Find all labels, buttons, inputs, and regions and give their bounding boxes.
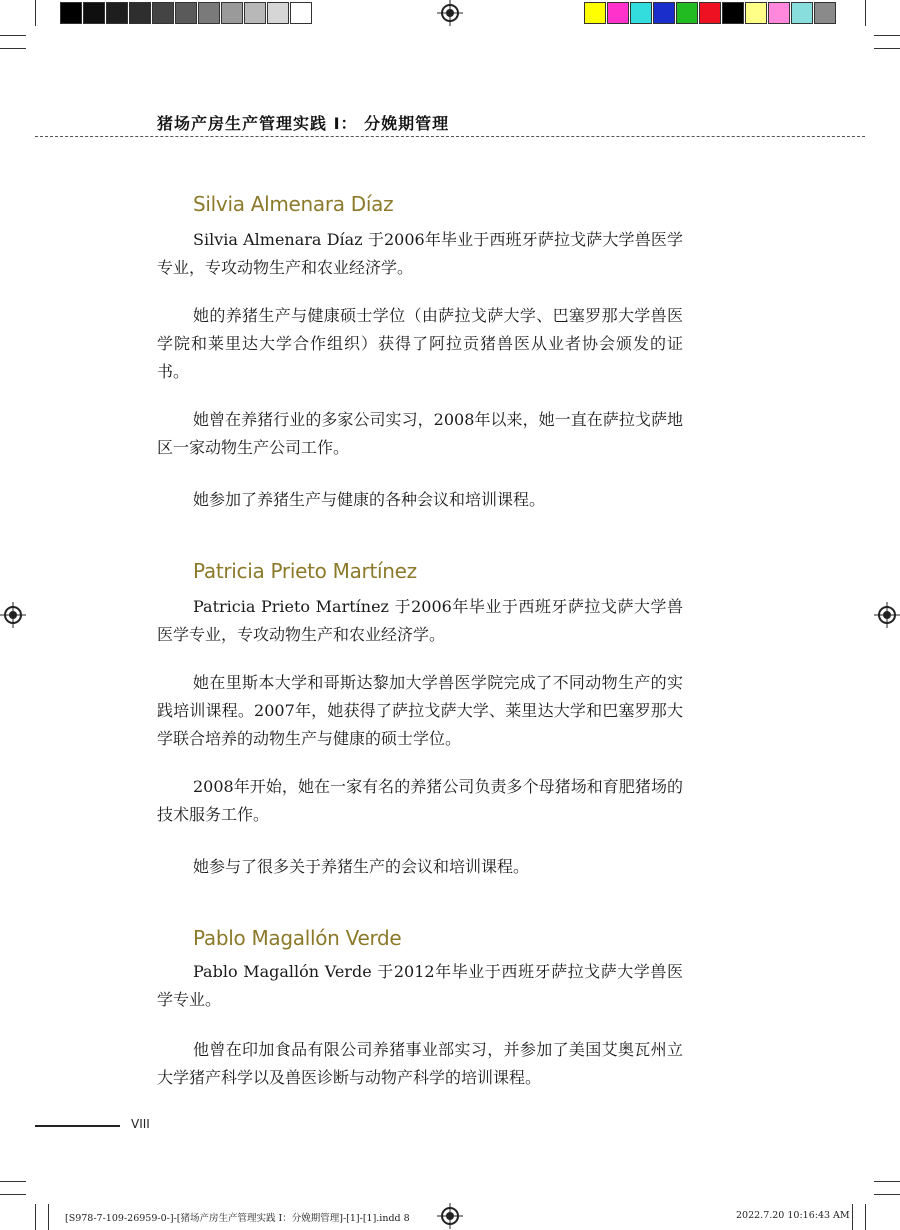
- folio-rule: [35, 1125, 120, 1127]
- crop-mark: [874, 48, 900, 49]
- color-swatch: [630, 2, 652, 24]
- gray-swatch: [106, 2, 128, 24]
- bio-name: Patricia Prieto Martínez: [193, 559, 417, 583]
- crop-mark: [0, 48, 26, 49]
- slug-timestamp: 2022.7.20 10:16:43 AM: [736, 1210, 850, 1221]
- gray-swatch: [175, 2, 197, 24]
- bio-name: Pablo Magallón Verde: [193, 926, 402, 950]
- registration-target-icon: [441, 1207, 459, 1225]
- color-swatch: [676, 2, 698, 24]
- bio-paragraph: Patricia Prieto Martínez 于2006年毕业于西班牙萨拉戈萨大学兽医学专业，专攻动物生产和农业经济学。: [157, 597, 683, 644]
- bio-paragraph: 她在里斯本大学和哥斯达黎加大学兽医学院完成了不同动物生产的实践培训课程。2007年，她获得了萨拉戈萨大学、莱里达大学和巴塞罗那大学联合培养的动物生产与健康的硕士学位。: [157, 673, 683, 748]
- color-swatch: [722, 2, 744, 24]
- gray-swatch: [221, 2, 243, 24]
- crop-mark: [865, 0, 866, 26]
- crop-mark: [0, 35, 26, 36]
- page-number: VIII: [131, 1117, 150, 1131]
- gray-swatch: [60, 2, 82, 24]
- crop-mark: [35, 0, 36, 26]
- bio-paragraph: 她曾在养猪行业的多家公司实习，2008年以来，她一直在萨拉戈萨地区一家动物生产公司工作。: [157, 410, 683, 457]
- gray-swatch: [129, 2, 151, 24]
- color-swatch: [768, 2, 790, 24]
- gray-swatch: [198, 2, 220, 24]
- gray-swatch: [267, 2, 289, 24]
- crop-mark: [48, 1204, 49, 1230]
- crop-mark: [0, 1181, 26, 1182]
- bio-paragraph: Pablo Magallón Verde 于2012年毕业于西班牙萨拉戈萨大学兽医学专业。: [157, 962, 683, 1009]
- bio-paragraph: 2008年开始，她在一家有名的养猪公司负责多个母猪场和育肥猪场的技术服务工作。: [157, 777, 683, 824]
- color-swatch: [791, 2, 813, 24]
- crop-mark: [874, 35, 900, 36]
- crop-mark: [874, 1194, 900, 1195]
- color-swatch: [653, 2, 675, 24]
- running-header-title: 猪场产房生产管理实践 I： 分娩期管理: [157, 114, 450, 133]
- header-rule: [35, 136, 865, 137]
- bio-paragraph: 她参与了很多关于养猪生产的会议和培训课程。: [193, 857, 530, 876]
- bio-paragraph: 他曾在印加食品有限公司养猪事业部实习，并参加了美国艾奥瓦州立大学猪产科学以及兽医诊断与动物产科学的培训课程。: [157, 1040, 683, 1087]
- color-swatch: [745, 2, 767, 24]
- gray-swatch: [152, 2, 174, 24]
- bio-paragraph: Silvia Almenara Díaz 于2006年毕业于西班牙萨拉戈萨大学兽医学专业，专攻动物生产和农业经济学。: [157, 230, 683, 277]
- bio-paragraph: 她参加了养猪生产与健康的各种会议和培训课程。: [193, 490, 546, 509]
- color-swatch: [607, 2, 629, 24]
- gray-swatch: [83, 2, 105, 24]
- crop-mark: [852, 1204, 853, 1230]
- registration-target-icon: [878, 606, 896, 624]
- gray-swatch: [290, 2, 312, 24]
- color-calibration-bar: [584, 2, 837, 24]
- slug-file-info: [S978-7-109-26959-0-]-[猪场产房生产管理实践 I：分娩期管理]-[1]-[1].indd 8: [65, 1213, 410, 1224]
- color-swatch: [699, 2, 721, 24]
- crop-mark: [874, 1181, 900, 1182]
- bio-paragraph: 她的养猪生产与健康硕士学位（由萨拉戈萨大学、巴塞罗那大学兽医学院和莱里达大学合作组织）获得了阿拉贡猪兽医从业者协会颁发的证书。: [157, 306, 683, 381]
- gray-swatch: [244, 2, 266, 24]
- crop-mark: [0, 1194, 26, 1195]
- registration-target-icon: [441, 4, 459, 22]
- grayscale-calibration-bar: [60, 2, 313, 24]
- crop-mark: [35, 1204, 36, 1230]
- color-swatch: [584, 2, 606, 24]
- crop-mark: [865, 1204, 866, 1230]
- registration-target-icon: [4, 606, 22, 624]
- color-swatch: [814, 2, 836, 24]
- bio-name: Silvia Almenara Díaz: [193, 192, 394, 216]
